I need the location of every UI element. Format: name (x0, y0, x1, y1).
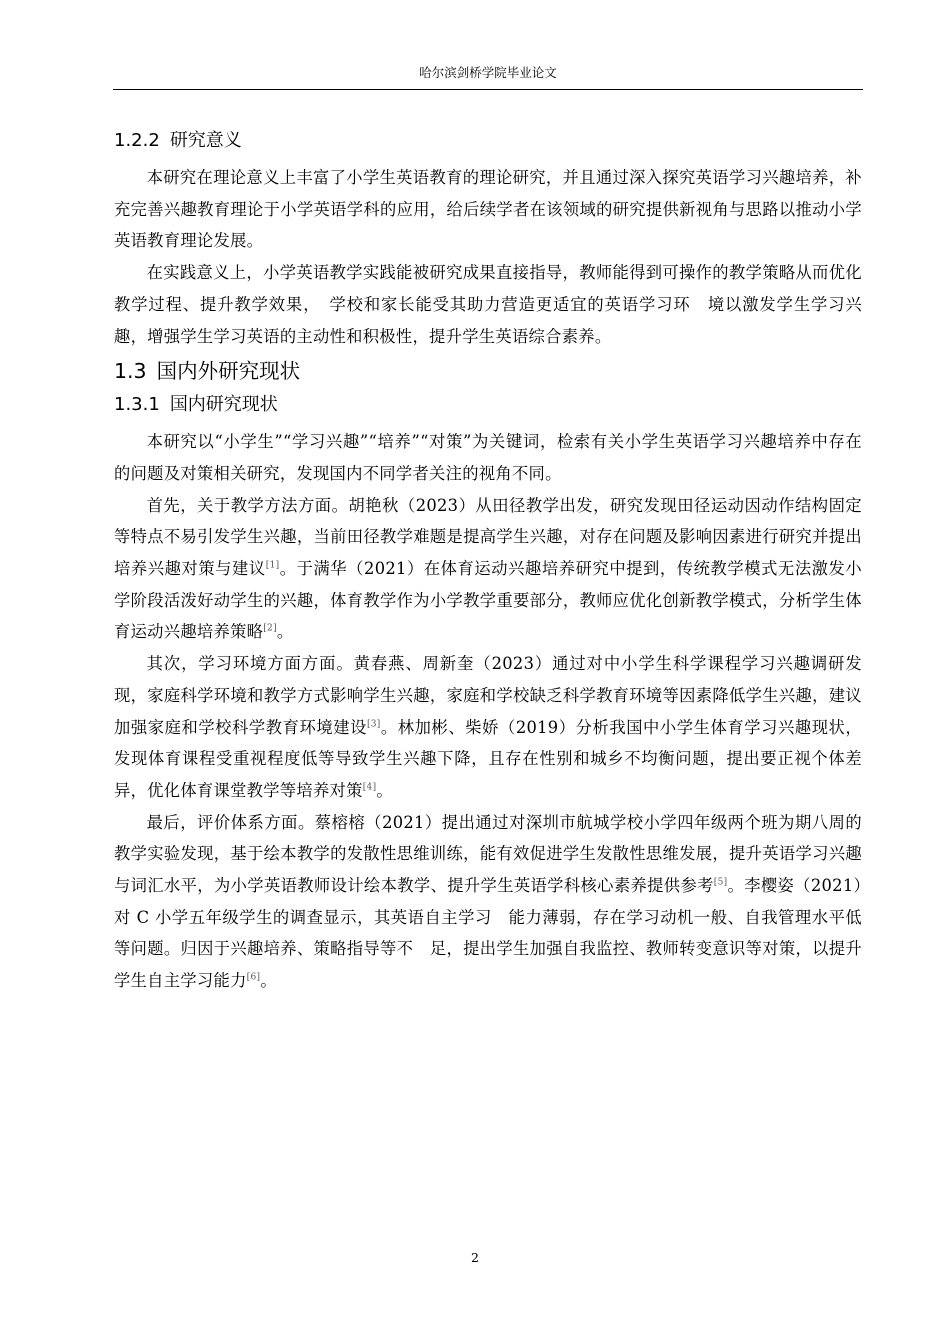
paragraph-text: 首先，关于教学方法方面。胡艳秋（2023）从田径教学出发，研究发现田径运动因动作结构固定等特点不易引发学生兴趣，当前田径教学难题是提高学生兴趣，对存在问题及影响因素进行研究并提出培养兴趣对策与建议 (114, 495, 862, 579)
paragraph-text: 。李樱姿（2021）对 C 小学五年级学生的调查显示，其英语自主学习 能力薄弱，存在学习动机一般、自我管理水平低等问题。归因于兴趣培养、策略指导等不 足，提出学生加强自我监控、教师转变意识等对策，以提升学生自主学习能力 (114, 876, 862, 991)
citation-3: [3] (366, 719, 381, 730)
heading-1-2-2 (114, 128, 862, 154)
paragraph-end: 。 (276, 622, 294, 642)
heading-number: 1.3.1 (114, 394, 160, 416)
paragraph-end: 。 (376, 780, 393, 800)
heading-title: 研究意义 (169, 130, 242, 151)
page-number: 2 (471, 1250, 479, 1265)
citation-6: [6] (246, 972, 261, 983)
paragraph-end: 。 (260, 971, 277, 991)
heading-1-3-1 (114, 392, 862, 418)
heading-title: 国内研究现状 (169, 394, 278, 416)
citation-4: [4] (362, 782, 377, 793)
document-body (114, 118, 862, 997)
paragraph-text: 。林加彬、柴娇（2019）分析我国中小学生体育学习兴趣现状，发现体育课程受重视程度低等导致学生兴趣下降，且存在性别和城乡不均衡问题，提出要正视个体差异，优化体育课堂教学等培养对策 (114, 717, 862, 800)
citation-2: [2] (263, 624, 277, 635)
paragraph-practice-significance: 在实践意义上，小学英语教学实践能被研究成果直接指导，教师能得到可操作的教学策略从而优化教学过程、提升教学效果， 学校和家长能受其助力营造更适宜的英语学习环 境以激发学生学习兴趣，增强学生学习英语的主动性和积极性，提升学生英语综合素养。 (114, 263, 862, 346)
page-header (113, 64, 863, 90)
paragraph-teaching-method (114, 490, 862, 649)
paragraph-text: 。于满华（2021）在体育运动兴趣培养研究中提到，传统教学模式无法激发小学阶段活泼好动学生的兴趣，体育教学作为小学教学重要部分，教师应优化创新教学模式，分析学生体育运动兴趣培养策略 (114, 559, 862, 642)
paragraph-text: 最后，评价体系方面。蔡榕榕（2021）提出通过对深圳市航城学校小学四年级两个班为期八周的教学实验发现，基于绘本教学的发散性思维训练，能有效促进学生发散性思维发展，提升英语学习兴趣与词汇水平，为小学英语教师设计绘本教学、提升学生英语学科核心素养提供参考 (114, 812, 862, 896)
paragraph-keywords: 本研究以“小学生”“学习兴趣”“培养”“对策”为关键词，检索有关小学生英语学习兴趣培养中存在的问题及对策相关研究，发现国内不同学者关注的视角不同。 (114, 432, 862, 483)
heading-1-3 (114, 356, 862, 386)
citation-1: [1] (265, 560, 280, 571)
heading-number: 1.2.2 (114, 130, 160, 151)
paragraph-evaluation-system (114, 807, 862, 997)
paragraph-text: 其次，学习环境方面方面。黄春燕、周新奎（2023）通过对中小学生科学课程学习兴趣调研发现，家庭科学环境和教学方式影响学生兴趣，家庭和学校缺乏科学教育环境等因素降低学生兴趣，建议加强家庭和学校科学教育环境建设 (114, 654, 862, 737)
heading-title: 国内外研究现状 (156, 359, 301, 384)
paragraph-learning-environment (114, 648, 862, 807)
citation-5: [5] (713, 877, 728, 888)
paragraph-theory-significance: 本研究在理论意义上丰富了小学生英语教育的理论研究，并且通过深入探究英语学习兴趣培养，补充完善兴趣教育理论于小学英语学科的应用，给后续学者在该领域的研究提供新视角与思路以推动小学英语教育理论发展。 (114, 168, 862, 251)
heading-number: 1.3 (114, 359, 147, 384)
header-title: 哈尔滨剑桥学院毕业论文 (419, 65, 557, 80)
